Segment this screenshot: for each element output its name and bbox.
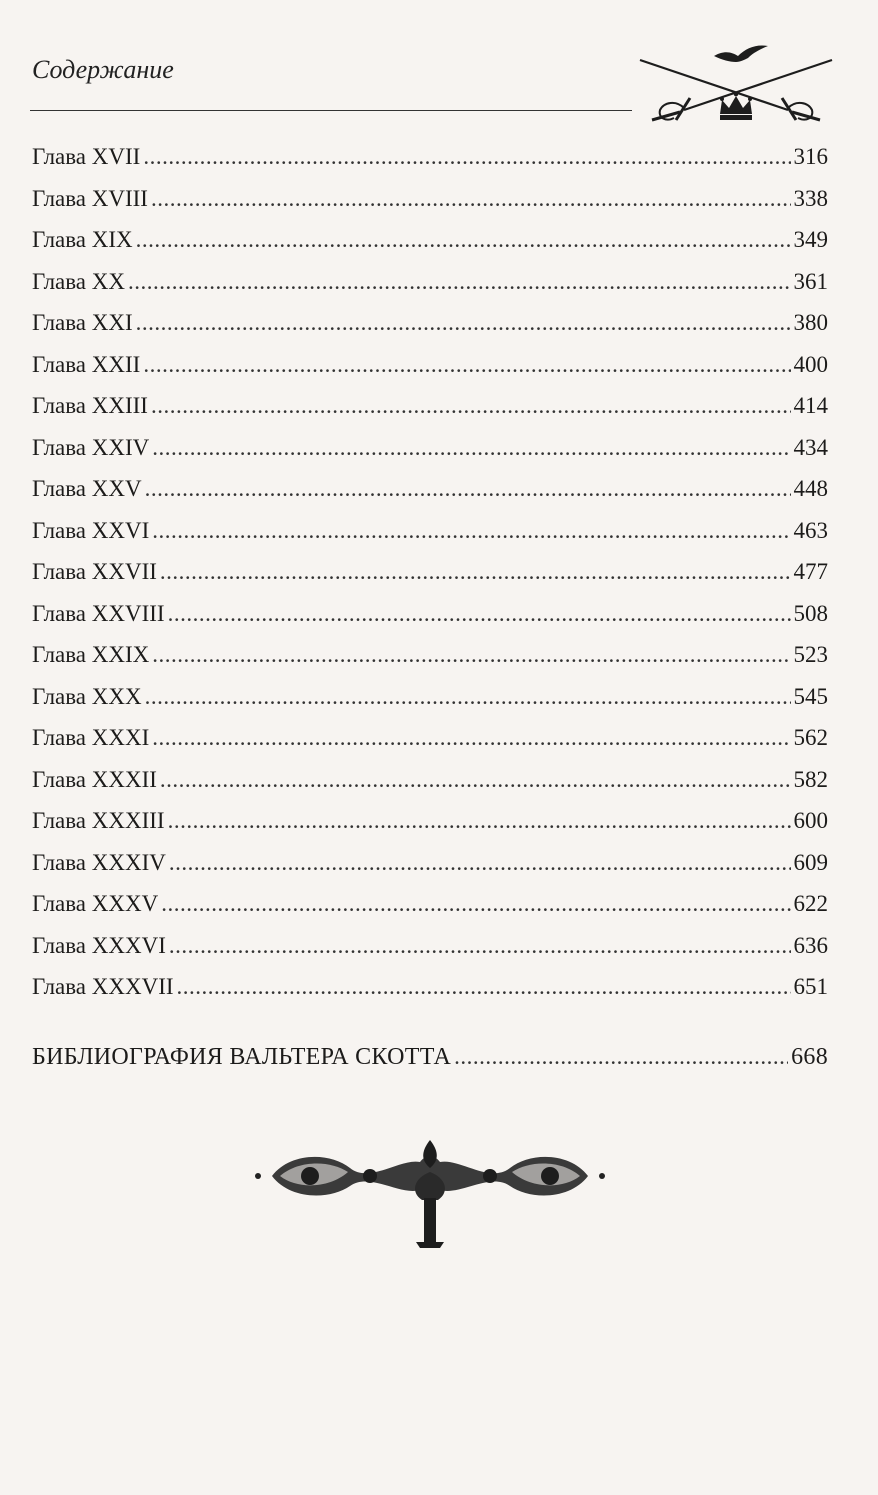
toc-page-number: 400 (793, 351, 828, 377)
toc-row[interactable] (32, 925, 828, 967)
toc-page-number: 448 (793, 476, 828, 501)
toc-page-number: 508 (793, 600, 828, 626)
toc-page-number: 582 (793, 766, 828, 792)
toc-label: Глава XVIII (32, 185, 148, 211)
dot-leader (145, 468, 791, 510)
page-header-title: Содержание (32, 55, 174, 84)
dot-leader (128, 261, 791, 303)
toc-page-number: 562 (793, 725, 828, 750)
dot-leader (168, 593, 791, 635)
bibliography-entry (32, 1036, 828, 1078)
toc-page-number: 380 (793, 310, 828, 335)
toc-page-number: 463 (793, 517, 828, 543)
toc-row[interactable] (32, 385, 828, 427)
toc-label: Глава XXXIII (32, 808, 165, 833)
toc-row[interactable] (32, 178, 828, 220)
toc-page-number: 651 (793, 974, 828, 999)
dot-leader (169, 925, 791, 967)
toc-page-number: 609 (793, 849, 828, 875)
toc-page-number: 545 (793, 683, 828, 709)
toc-row[interactable] (32, 759, 828, 801)
toc-row[interactable] (32, 219, 828, 261)
toc-page-number: 600 (793, 808, 828, 833)
dot-leader (168, 800, 791, 842)
toc-row-bibliography[interactable] (32, 1036, 828, 1078)
toc-row[interactable] (32, 510, 828, 552)
toc-page-number: 434 (793, 434, 828, 460)
toc-label: Глава XXVIII (32, 600, 165, 626)
toc-row[interactable] (32, 593, 828, 635)
toc-row[interactable] (32, 136, 828, 178)
dot-leader (152, 427, 790, 469)
toc-row[interactable] (32, 800, 828, 842)
toc-page-number: 414 (793, 393, 828, 418)
toc-row[interactable] (32, 676, 828, 718)
dot-leader (143, 136, 790, 178)
toc-row[interactable] (32, 344, 828, 386)
toc-label: Глава XXIII (32, 393, 148, 418)
toc-label: Глава XXXI (32, 725, 150, 750)
dot-leader (152, 634, 790, 676)
toc-page-number: 316 (793, 144, 828, 169)
toc-row[interactable] (32, 966, 828, 1008)
dot-leader (151, 385, 791, 427)
dot-leader (160, 759, 791, 801)
table-of-contents (32, 136, 828, 1008)
toc-label: Глава XXI (32, 310, 133, 335)
dot-leader (454, 1036, 788, 1078)
toc-page-number: 523 (793, 642, 828, 667)
toc-label: Глава XXXII (32, 766, 157, 792)
toc-label: Глава XVII (32, 144, 141, 169)
toc-page-number: 338 (793, 185, 828, 211)
dot-leader (136, 219, 791, 261)
toc-row[interactable] (32, 427, 828, 469)
toc-label: Глава XXV (32, 476, 142, 501)
dot-leader (169, 842, 791, 884)
toc-row[interactable] (32, 842, 828, 884)
toc-label: Глава XXIX (32, 642, 150, 667)
dot-leader (151, 178, 791, 220)
dot-leader (143, 344, 790, 386)
dot-leader (152, 510, 790, 552)
dot-leader (145, 676, 791, 718)
toc-page-number: 361 (793, 268, 828, 294)
toc-row[interactable] (32, 883, 828, 925)
toc-label: Глава XXIV (32, 434, 150, 460)
toc-row[interactable] (32, 468, 828, 510)
toc-row[interactable] (32, 261, 828, 303)
dot-leader (152, 717, 790, 759)
toc-page-number: 622 (793, 891, 828, 916)
toc-label: Глава XXXVII (32, 974, 174, 999)
toc-label: Глава XXXV (32, 891, 159, 916)
floral-ornament-icon (250, 1138, 610, 1250)
toc-page-number: 349 (793, 227, 828, 252)
toc-label: Глава XXX (32, 683, 142, 709)
toc-label: Глава XX (32, 268, 125, 294)
toc-row[interactable] (32, 302, 828, 344)
toc-label: Глава XXXIV (32, 849, 166, 875)
toc-row[interactable] (32, 551, 828, 593)
toc-page-number: 636 (793, 932, 828, 958)
toc-row[interactable] (32, 717, 828, 759)
toc-label: Глава XXVI (32, 517, 150, 543)
dot-leader (160, 551, 791, 593)
toc-label: Глава XXVII (32, 559, 157, 584)
toc-row[interactable] (32, 634, 828, 676)
toc-label: Глава XXXVI (32, 932, 166, 958)
dot-leader (161, 883, 790, 925)
toc-page-number: 477 (793, 559, 828, 584)
toc-label: БИБЛИОГРАФИЯ ВАЛЬТЕРА СКОТТА (32, 1044, 452, 1070)
header-rule (30, 110, 632, 111)
crossed-swords-crown-bird-icon (636, 38, 836, 128)
toc-page-number: 668 (791, 1044, 828, 1070)
dot-leader (177, 966, 791, 1008)
toc-label: Глава XIX (32, 227, 133, 252)
toc-label: Глава XXII (32, 351, 141, 377)
dot-leader (136, 302, 791, 344)
